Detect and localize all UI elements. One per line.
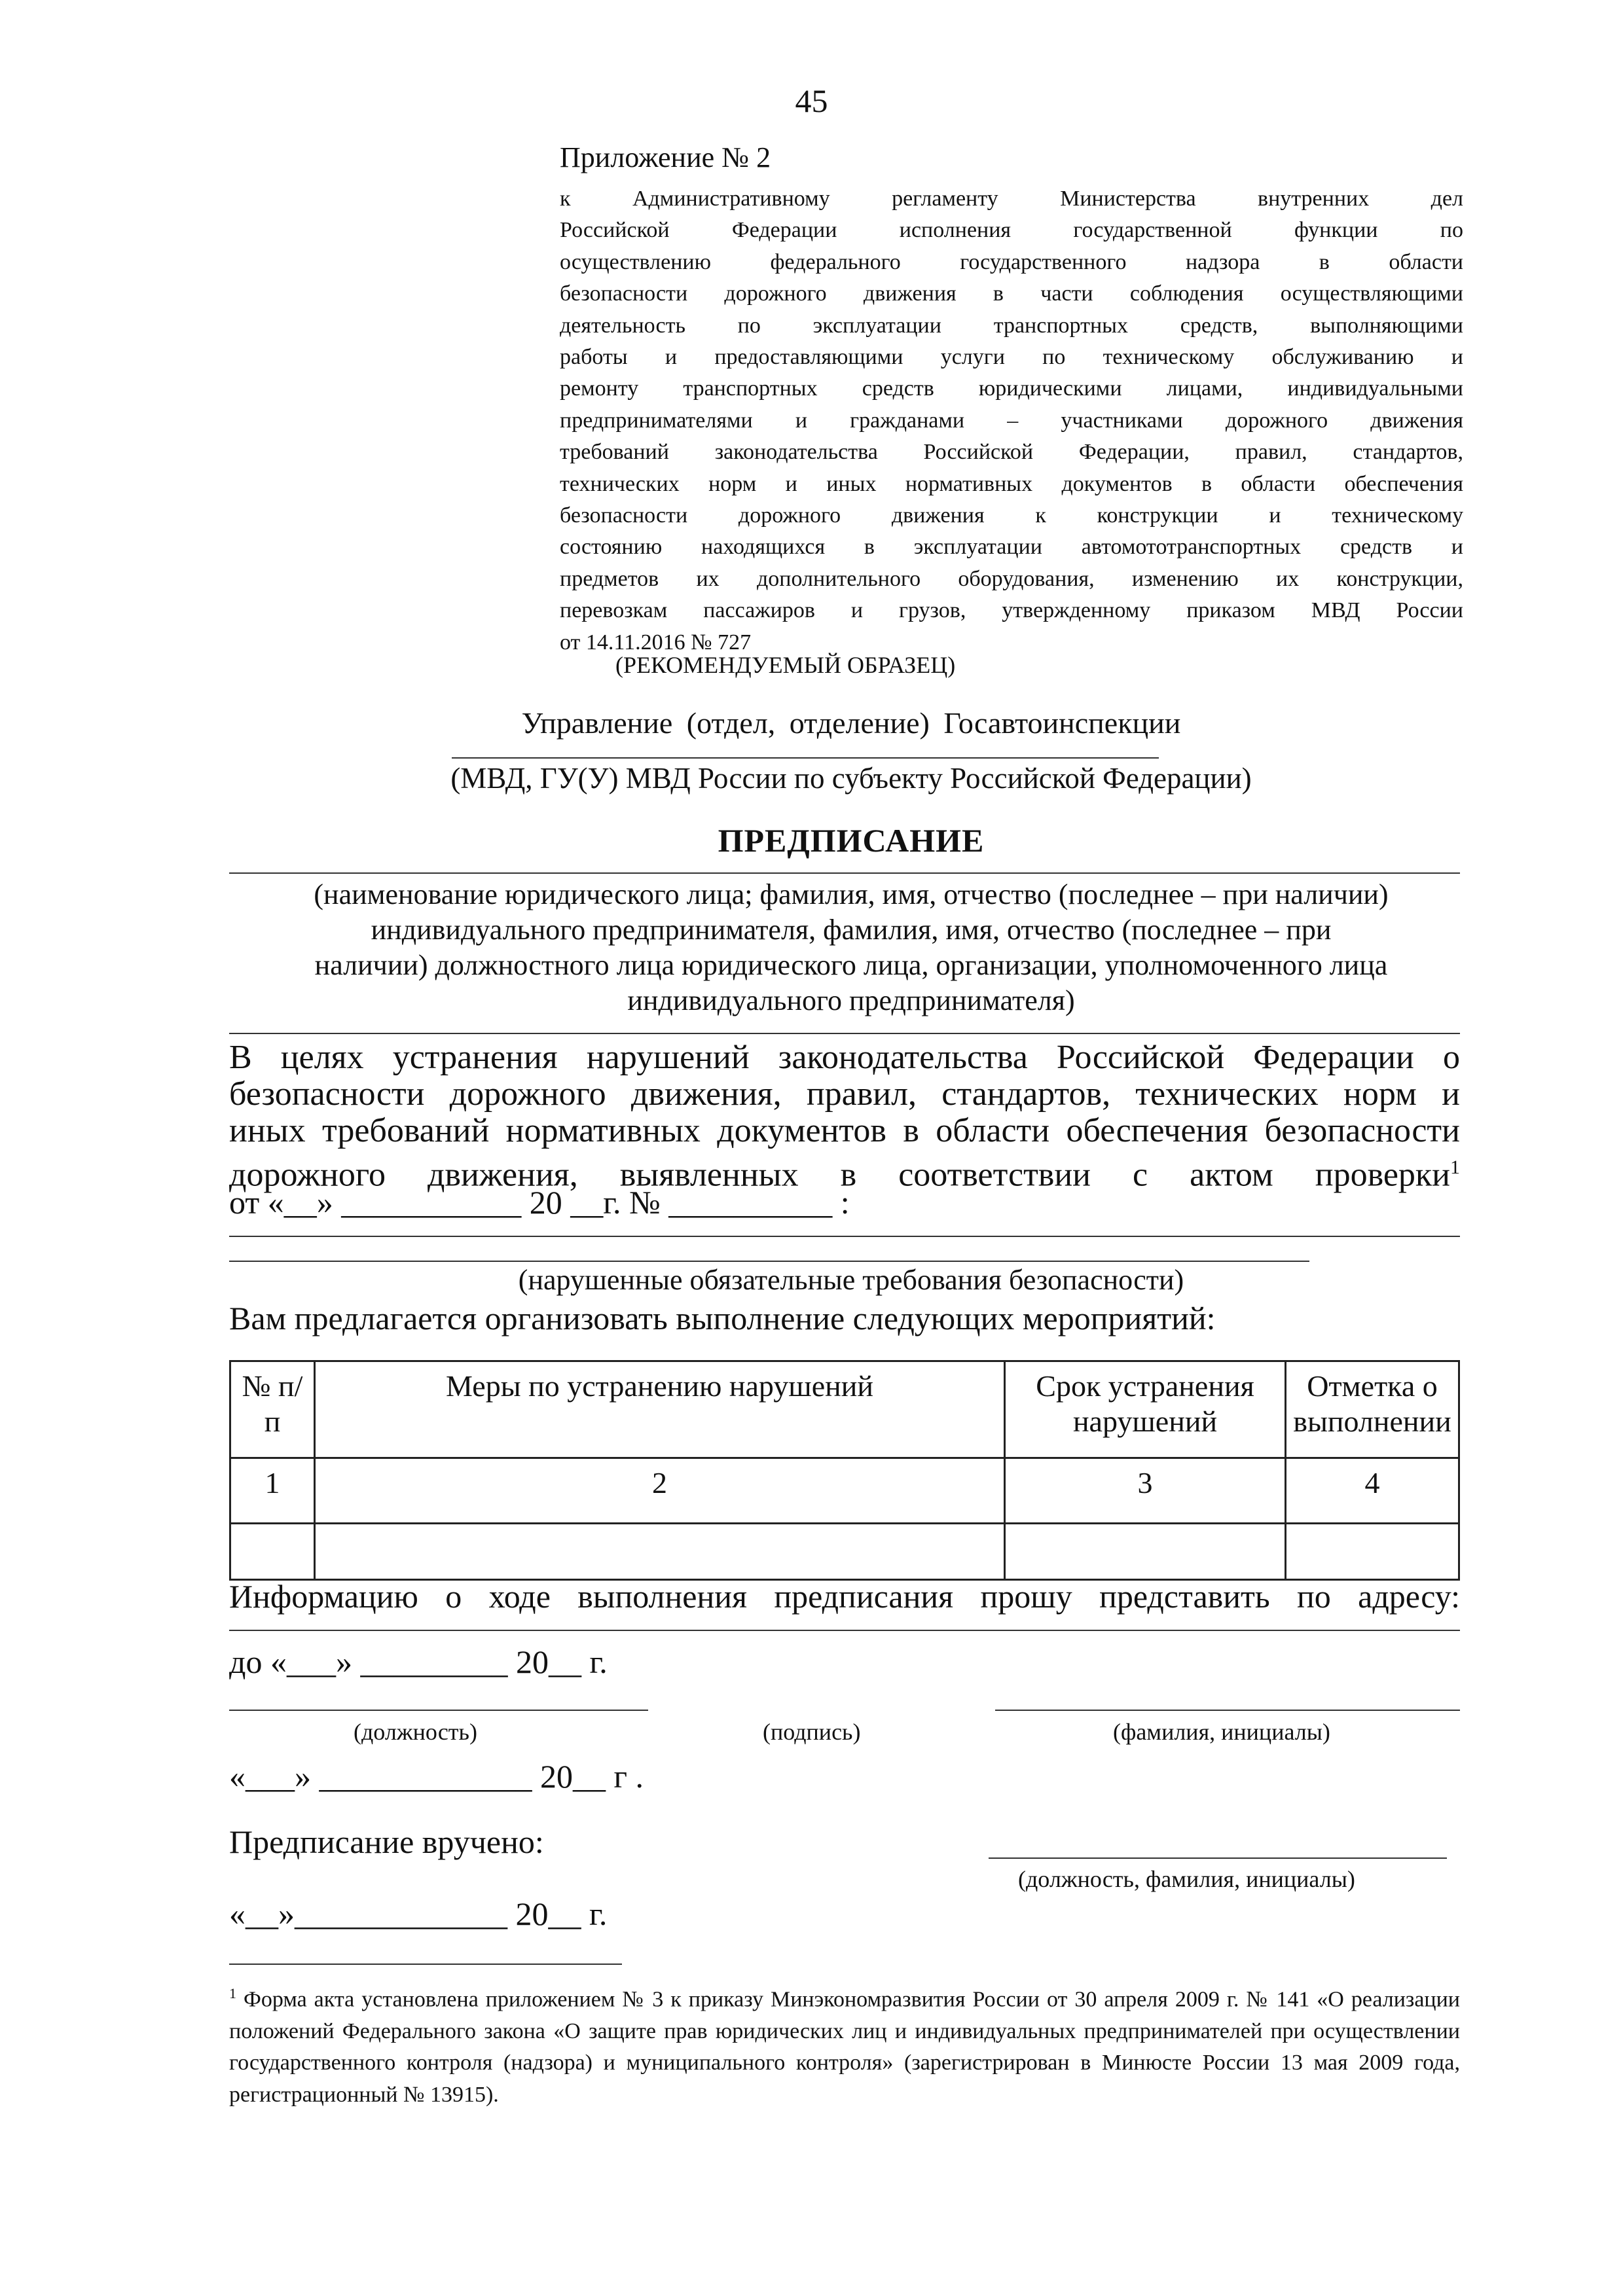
delivered-label: Предписание вручено: <box>229 1823 544 1860</box>
intro-line: безопасности дорожного движения, правил, стандартов, технических норм и <box>229 1075 1460 1113</box>
footnote-mark: 1 <box>229 1985 236 2001</box>
col-deadline-header: Срок устранения нарушений <box>1005 1361 1286 1458</box>
addressee-hint <box>223 877 1480 1018</box>
measures-intro: Вам предлагается организовать выполнение следующих мероприятий: <box>229 1300 1216 1336</box>
inspection-act-date: от «__» ___________ 20 __г. № __________ : <box>229 1184 850 1221</box>
department-underline <box>452 757 1159 759</box>
addressee-hint-line: (наименование юридического лица; фамилия, имя, отчество (последнее – при наличии) <box>314 878 1389 910</box>
appendix-line: деятельность по эксплуатации транспортных средств, выполняющими <box>560 313 1463 338</box>
appendix-line: к Административному регламенту Министерства внутренних дел <box>560 187 1463 211</box>
violations-line-1 <box>229 1236 1460 1237</box>
footnote-text: Форма акта установлена приложением № 3 к приказу Минэкономразвития России от 30 апреля 2009 г. № 141 «О реализации положений Федерального закона «О защите прав юридических лиц и индивидуальных предпринимателей при осуществлении государственного контроля (надзора) и муниципального контроля» (зарегистрирован в Минюсте России 13 мая 2009 года, регистрационный № 13915). <box>229 1987 1461 2107</box>
col-number-header: № п/п <box>230 1361 315 1458</box>
footnote-separator <box>229 1964 622 1965</box>
addressee-line <box>229 872 1460 874</box>
intro-line-text: дорожного движения, выявленных в соответствии с актом проверки <box>229 1156 1450 1194</box>
col-completion-header: Отметка о выполнении <box>1286 1361 1459 1458</box>
table-row <box>230 1524 1459 1580</box>
addressee-hint-line: индивидуального предпринимателя, фамилия, имя, отчество (последнее – при <box>371 914 1332 946</box>
department-name: Управление (отдел, отделение) Госавтоинспекции <box>521 706 1181 740</box>
addressee-hint-line: наличии) должностного лица юридического лица, организации, уполномоченного лица <box>314 949 1388 981</box>
table-cell[interactable] <box>315 1524 1005 1580</box>
name-line <box>995 1710 1460 1711</box>
table-cell[interactable] <box>230 1524 315 1580</box>
signature-hint: (подпись) <box>763 1719 861 1745</box>
signature-date: «___» _____________ 20__ г . <box>229 1758 644 1795</box>
table-row <box>230 1458 1459 1524</box>
address-line <box>229 1630 1460 1631</box>
position-hint: (должность) <box>354 1719 477 1745</box>
appendix-line: перевозкам пассажиров и грузов, утвержденному приказом МВД России <box>560 598 1463 623</box>
appendix-line: безопасности дорожного движения в части соблюдения осуществляющими <box>560 281 1463 306</box>
appendix-line: осуществлению федерального государственного надзора в области <box>560 249 1463 274</box>
appendix-line: предметов их дополнительного оборудования, изменению их конструкции, <box>560 566 1463 591</box>
department-hint: (МВД, ГУ(У) МВД России по субъекту Российской Федерации) <box>450 762 1252 795</box>
recommended-sample-label: (РЕКОМЕНДУЕМЫЙ ОБРАЗЕЦ) <box>615 652 956 678</box>
table-header-row <box>230 1361 1459 1458</box>
delivered-hint: (должность, фамилия, инициалы) <box>1018 1866 1355 1892</box>
delivered-date: «__»_____________ 20__ г. <box>229 1895 608 1932</box>
table-cell[interactable] <box>1286 1524 1459 1580</box>
intro-line: иных требований нормативных документов в области обеспечения безопасности <box>229 1112 1460 1149</box>
name-hint: (фамилия, инициалы) <box>1113 1719 1330 1745</box>
footnote <box>229 1978 1460 2111</box>
appendix-line: от 14.11.2016 № 727 <box>560 630 752 655</box>
violations-line-2 <box>229 1261 1309 1262</box>
appendix-line: состоянию находящихся в эксплуатации автомототранспортных средств и <box>560 535 1463 560</box>
table-cell: 4 <box>1286 1458 1459 1524</box>
col-measures-header: Меры по устранению нарушений <box>315 1361 1005 1458</box>
appendix-text <box>560 183 1463 658</box>
appendix-line: технических норм и иных нормативных документов в области обеспечения <box>560 471 1463 496</box>
page-number: 45 <box>795 82 828 119</box>
deadline-date: до «___» _________ 20__ г. <box>229 1643 608 1680</box>
table-cell: 2 <box>315 1458 1005 1524</box>
appendix-title: Приложение № 2 <box>560 141 771 173</box>
appendix-line: ремонту транспортных средств юридическими лицами, индивидуальными <box>560 376 1463 401</box>
addressee-line-2 <box>229 1033 1460 1034</box>
table-cell: 3 <box>1005 1458 1286 1524</box>
document-title: ПРЕДПИСАНИЕ <box>718 822 985 859</box>
appendix-line: работы и предоставляющими услуги по техническому обслуживанию и <box>560 345 1463 370</box>
appendix-line: безопасности дорожного движения к конструкции и техническому <box>560 503 1463 528</box>
appendix-line: Российской Федерации исполнения государственной функции по <box>560 218 1463 243</box>
table-cell: 1 <box>230 1458 315 1524</box>
intro-line: В целях устранения нарушений законодательства Российской Федерации о <box>229 1039 1460 1076</box>
delivered-line <box>989 1857 1447 1859</box>
addressee-hint-line: индивидуального предпринимателя) <box>627 984 1075 1016</box>
appendix-line: предпринимателями и гражданами – участниками дорожного движения <box>560 408 1463 433</box>
appendix-line: требований законодательства Российской Федерации, правил, стандартов, <box>560 440 1463 465</box>
measures-table <box>229 1360 1460 1581</box>
position-line <box>229 1710 648 1711</box>
intro-paragraph <box>229 1039 1460 1193</box>
footnote-ref: 1 <box>1450 1157 1460 1178</box>
info-request: Информацию о ходе выполнения предписания прошу представить по адресу: <box>229 1578 1460 1615</box>
table-cell[interactable] <box>1005 1524 1286 1580</box>
violations-hint: (нарушенные обязательные требования безопасности) <box>518 1264 1184 1296</box>
